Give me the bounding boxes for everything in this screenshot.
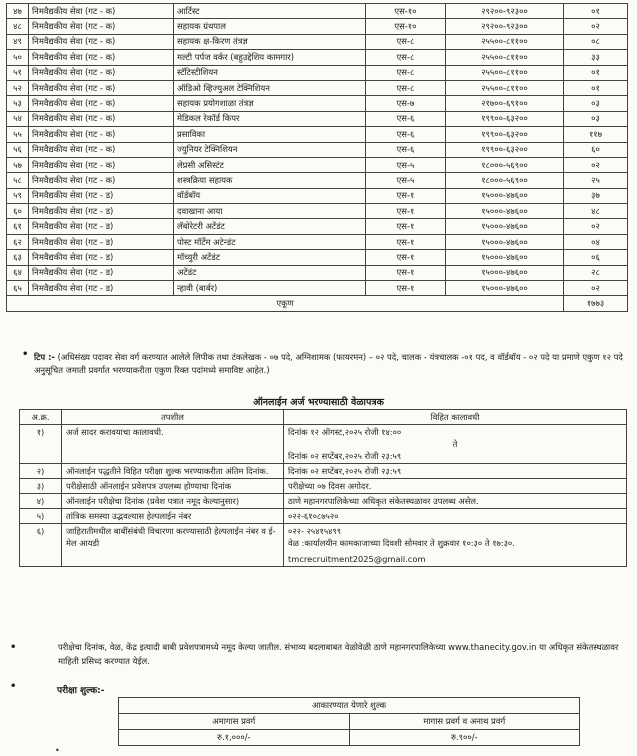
serial-cell: ५७: [7, 157, 29, 172]
table-row: [7, 142, 628, 157]
count-cell: ०१: [564, 80, 628, 95]
count-cell: ०२: [564, 219, 628, 234]
schedule-row: [20, 509, 627, 524]
pay-cell: २५५००-८११००: [446, 34, 564, 49]
count-cell: ०८: [564, 34, 628, 49]
scale-cell: एस-७: [366, 96, 446, 111]
group-cell: निमवैद्यकीय सेवा (गट - क): [29, 157, 174, 172]
count-cell: ०२: [564, 157, 628, 172]
scale-cell: एस-८: [366, 34, 446, 49]
table-row: [7, 65, 628, 80]
post-cell: दवाखाना आया: [174, 204, 366, 219]
serial-cell: ६२: [7, 234, 29, 249]
total-row: [7, 296, 628, 311]
schedule-no: ५): [20, 509, 62, 524]
fee-bullet: •: [10, 681, 17, 692]
table-row: [7, 157, 628, 172]
group-cell: निमवैद्यकीय सेवा (गट - क): [29, 173, 174, 188]
period-line: परीक्षेच्या ०७ दिवस अगोदर.: [288, 481, 372, 491]
period-line: tmcrecruitment2025@gmail.com: [288, 554, 426, 564]
count-cell: ०६: [564, 250, 628, 265]
group-cell: निमवैद्यकीय सेवा (गट - क): [29, 65, 174, 80]
count-cell: ०४: [564, 234, 628, 249]
pay-cell: १९९००-६३२००: [446, 111, 564, 126]
scale-cell: एस-८: [366, 50, 446, 65]
count-cell: ०१: [564, 65, 628, 80]
fee-value-general: रु.१,०००/-: [119, 730, 350, 746]
period-line: ठाणे महानगरपालिकेच्या अधिकृत संकेतस्थळावर उपलब्ध असेल.: [288, 496, 479, 506]
period-line: ०२२- २५४१५४९९: [288, 526, 342, 536]
count-cell: ३३: [564, 50, 628, 65]
pay-cell: २९२००-९२३००: [446, 4, 564, 19]
fee-label: परीक्षा शुल्क:-: [57, 686, 105, 696]
pay-cell: १९९००-६३२००: [446, 127, 564, 142]
post-cell: वॉर्डबॉय: [174, 188, 366, 203]
table-row: [7, 50, 628, 65]
period-line: दिनांक १२ ऑगस्ट,२०२५ रोजी १४:००: [288, 427, 402, 437]
group-cell: निमवैद्यकीय सेवा (गट - ड): [29, 281, 174, 296]
pay-cell: १५०००-४७६००: [446, 204, 564, 219]
schedule-row: [20, 464, 627, 479]
pay-cell: २९२००-९२३००: [446, 19, 564, 34]
group-cell: निमवैद्यकीय सेवा (गट - क): [29, 34, 174, 49]
count-cell: ०३: [564, 96, 628, 111]
count-cell: ०२: [564, 19, 628, 34]
period-line: ०२२-६१०८७५२०: [288, 511, 339, 521]
schedule-table-body: [20, 425, 627, 567]
serial-cell: ४७: [7, 4, 29, 19]
schedule-detail: जाहिरातीमधील बाबींसंबंधी विचारणा करण्यासाठी हेल्पलाईन नंबर व ई-मेल आयडी: [62, 524, 284, 567]
serial-cell: ६१: [7, 219, 29, 234]
scale-cell: एस-१: [366, 265, 446, 280]
schedule-detail: परीक्षेसाठी ऑनलाईन प्रवेशपत्र उपलब्ध होण्याचा दिनांक: [62, 479, 284, 494]
schedule-no: ३): [20, 479, 62, 494]
post-cell: ज्युनियर टेक्निशियन: [174, 142, 366, 157]
count-cell: ३७: [564, 188, 628, 203]
bottom-bullet: •: [55, 746, 60, 755]
schedule-row: [20, 494, 627, 509]
count-cell: ०१: [564, 4, 628, 19]
count-cell: ११७: [564, 127, 628, 142]
serial-cell: ५९: [7, 188, 29, 203]
post-cell: सहायक क्ष-किरण तंत्रज्ञ: [174, 34, 366, 49]
table-row: [7, 265, 628, 280]
serial-cell: ५६: [7, 142, 29, 157]
table-row: [7, 96, 628, 111]
schedule-row: [20, 524, 627, 567]
schedule-row: [20, 425, 627, 464]
pay-cell: २५५००-८११००: [446, 65, 564, 80]
scale-cell: एस-१: [366, 234, 446, 249]
serial-cell: ४८: [7, 19, 29, 34]
pay-cell: १९९००-६३२००: [446, 142, 564, 157]
pay-cell: २१७००-६९१००: [446, 96, 564, 111]
table-row: [7, 19, 628, 34]
pay-cell: १८०००-५६९००: [446, 157, 564, 172]
serial-cell: ४९: [7, 34, 29, 49]
serial-cell: ५४: [7, 111, 29, 126]
scale-cell: एस-५: [366, 157, 446, 172]
serial-cell: ५८: [7, 173, 29, 188]
scale-cell: एस-६: [366, 127, 446, 142]
pay-cell: १५०००-४७६००: [446, 265, 564, 280]
exam-info-paragraph: परीक्षेचा दिनांक, वेळ, केंद्र इत्यादी बाबी प्रवेशपत्रामध्ये नमूद केल्या जातील. संभाव्य बदलाबाबत वेळोवेळी ठाणे महानगरपालिकेच्या www.thanecity.gov.in या अधिकृत संकेतस्थळावर माहिती प्रसिध्द करण्यात येईल.: [58, 642, 619, 666]
table-row: [7, 127, 628, 142]
count-cell: ०३: [564, 111, 628, 126]
serial-cell: ५५: [7, 127, 29, 142]
group-cell: निमवैद्यकीय सेवा (गट - क): [29, 50, 174, 65]
table-row: [7, 111, 628, 126]
group-cell: निमवैद्यकीय सेवा (गट - क): [29, 127, 174, 142]
group-cell: निमवैद्यकीय सेवा (गट - ड): [29, 219, 174, 234]
post-cell: मेडिकल रेकॉर्ड किपर: [174, 111, 366, 126]
period-line: ते: [452, 439, 458, 449]
table-row: [7, 219, 628, 234]
post-cell: स्टॅटिस्टीशियन: [174, 65, 366, 80]
scale-cell: एस-६: [366, 111, 446, 126]
schedule-detail: ऑनलाईन परीक्षेचा दिनांक (प्रवेश पत्रात नमूद केल्यानुसार): [62, 494, 284, 509]
post-cell: मल्टी पर्पज वर्कर (बहुउद्देशिय कामगार): [174, 50, 366, 65]
period-line: दिनांक ०२ सप्टेंबर,२०२५ रोजी २३:५९: [288, 451, 402, 461]
schedule-title: ऑनलाईन अर्ज भरण्यासाठी वेळापत्रक: [253, 397, 384, 408]
serial-cell: ६३: [7, 250, 29, 265]
post-cell: अटेंडंट: [174, 265, 366, 280]
post-cell: मॉच्युरी अटेंडंट: [174, 250, 366, 265]
post-cell: पोस्ट मॉर्टेम अटेन्डंट: [174, 234, 366, 249]
schedule-header-period: विहित कालावधी: [284, 410, 627, 425]
posts-table-body: [7, 4, 628, 312]
scale-cell: एस-१: [366, 204, 446, 219]
scale-cell: एस-१: [366, 250, 446, 265]
schedule-detail: अर्ज सादर करावयाचा कालावधी.: [62, 425, 284, 464]
note-bullet: •: [22, 349, 29, 360]
post-cell: सहायक ग्रंथपाल: [174, 19, 366, 34]
scale-cell: एस-८: [366, 65, 446, 80]
post-cell: सहायक प्रयोगशाळा तंत्रज्ञ: [174, 96, 366, 111]
scale-cell: एस-६: [366, 142, 446, 157]
pay-cell: १५०००-४७६००: [446, 219, 564, 234]
post-cell: प्रसाविका: [174, 127, 366, 142]
serial-cell: ५३: [7, 96, 29, 111]
scale-cell: एस-५: [366, 173, 446, 188]
period-line: वेळ :कार्यालयीन कामकाजाच्या दिवशी सोमवार ते शुक्रवार १०:३० ते १७:३०.: [288, 538, 515, 548]
count-cell: ०२: [564, 281, 628, 296]
table-row: [7, 281, 628, 296]
group-cell: निमवैद्यकीय सेवा (गट - ड): [29, 234, 174, 249]
period-line: दिनांक ०२ सप्टेंबर,२०२५ रोजी २३:५९: [288, 466, 402, 476]
schedule-no: ४): [20, 494, 62, 509]
note-text: (अधिसंख्य पदावर सेवा वर्ग करण्यात आलेले लिपीक तथा टंकलेखक - ०७ पदे, अग्निशामक (फायरमन) – ०२ पदे, चालक - यंत्रचालक -०१ पद, व वॉर्डबॉय - ०२ पदे या प्रमाणे एकुण १२ पदे अनुसूचित जमाती प्रवर्गात भरण्याकरीता एकुण रिक्त पदांमध्ये समाविष्ट आहेत.): [34, 352, 623, 375]
note-paragraph: [34, 351, 629, 377]
pay-cell: १५०००-४७६००: [446, 188, 564, 203]
total-value: १७७३: [564, 296, 628, 311]
schedule-no: २): [20, 464, 62, 479]
schedule-period: [284, 479, 627, 494]
scale-cell: एस-१: [366, 281, 446, 296]
schedule-row: [20, 479, 627, 494]
group-cell: निमवैद्यकीय सेवा (गट - ड): [29, 204, 174, 219]
serial-cell: ६५: [7, 281, 29, 296]
serial-cell: ५२: [7, 80, 29, 95]
table-row: [7, 204, 628, 219]
group-cell: निमवैद्यकीय सेवा (गट - क): [29, 111, 174, 126]
scale-cell: एस-१०: [366, 19, 446, 34]
pay-cell: २५५००-८११००: [446, 80, 564, 95]
serial-cell: ५१: [7, 65, 29, 80]
post-cell: लेप्रसी असिस्टंट: [174, 157, 366, 172]
scale-cell: एस-१०: [366, 4, 446, 19]
serial-cell: ६४: [7, 265, 29, 280]
fee-table: [118, 697, 580, 746]
fee-table-title: आकारण्यात येणारे शुल्क: [119, 698, 580, 714]
pay-cell: १८०००-५६९००: [446, 173, 564, 188]
table-row: [7, 188, 628, 203]
table-row: [7, 4, 628, 19]
table-row: [7, 234, 628, 249]
fee-col-general: अमागास प्रवर्ग: [119, 714, 350, 730]
group-cell: निमवैद्यकीय सेवा (गट - ड): [29, 265, 174, 280]
note-label: टिप :-: [34, 352, 55, 362]
scale-cell: एस-१: [366, 188, 446, 203]
pay-cell: २५५००-८११००: [446, 50, 564, 65]
table-row: [7, 80, 628, 95]
count-cell: ४८: [564, 204, 628, 219]
post-cell: लॅबोरेटरी अटेंडंट: [174, 219, 366, 234]
schedule-detail: तांत्रिक समस्या उद्भवल्यास हेल्पलाईन नंबर: [62, 509, 284, 524]
group-cell: निमवैद्यकीय सेवा (गट - ड): [29, 188, 174, 203]
count-cell: २८: [564, 265, 628, 280]
serial-cell: ५०: [7, 50, 29, 65]
group-cell: निमवैद्यकीय सेवा (गट - क): [29, 142, 174, 157]
schedule-period: [284, 425, 627, 464]
table-row: [7, 250, 628, 265]
group-cell: निमवैद्यकीय सेवा (गट - क): [29, 4, 174, 19]
group-cell: निमवैद्यकीय सेवा (गट - क): [29, 19, 174, 34]
fee-value-reserved: रु.९००/-: [349, 730, 580, 746]
table-row: [7, 34, 628, 49]
schedule-no: १): [20, 425, 62, 464]
schedule-detail: ऑनलाईन पद्धतीने विहित परीक्षा शुल्क भरण्याकरीता अंतिम दिनांक.: [62, 464, 284, 479]
para-bullet: •: [10, 642, 17, 653]
scale-cell: एस-८: [366, 80, 446, 95]
schedule-header-row: [20, 410, 627, 425]
fee-col-reserved: मागास प्रवर्ग व अनाथ प्रवर्ग: [349, 714, 580, 730]
group-cell: निमवैद्यकीय सेवा (गट - क): [29, 80, 174, 95]
schedule-header-no: अ.क्र.: [20, 410, 62, 425]
schedule-header-detail: तपशील: [62, 410, 284, 425]
schedule-no: ६): [20, 524, 62, 567]
schedule-period: [284, 464, 627, 479]
post-cell: शस्त्रक्रिया सहायक: [174, 173, 366, 188]
scale-cell: एस-१: [366, 219, 446, 234]
count-cell: २५: [564, 173, 628, 188]
schedule-period: [284, 494, 627, 509]
group-cell: निमवैद्यकीय सेवा (गट - ड): [29, 250, 174, 265]
pay-cell: १५०००-४७६००: [446, 234, 564, 249]
pay-cell: १५०००-४७६००: [446, 281, 564, 296]
table-row: [7, 173, 628, 188]
schedule-table: [19, 409, 627, 567]
post-cell: न्हावी (बार्बर): [174, 281, 366, 296]
total-label: एकूण: [7, 296, 564, 311]
group-cell: निमवैद्यकीय सेवा (गट - क): [29, 96, 174, 111]
posts-table: [6, 3, 628, 312]
count-cell: ६०: [564, 142, 628, 157]
post-cell: ऑडिओ व्हिज्युअल टेक्निशियन: [174, 80, 366, 95]
schedule-period: [284, 509, 627, 524]
post-cell: आर्टिस्ट: [174, 4, 366, 19]
pay-cell: १५०००-४७६००: [446, 250, 564, 265]
schedule-period: [284, 524, 627, 567]
serial-cell: ६०: [7, 204, 29, 219]
